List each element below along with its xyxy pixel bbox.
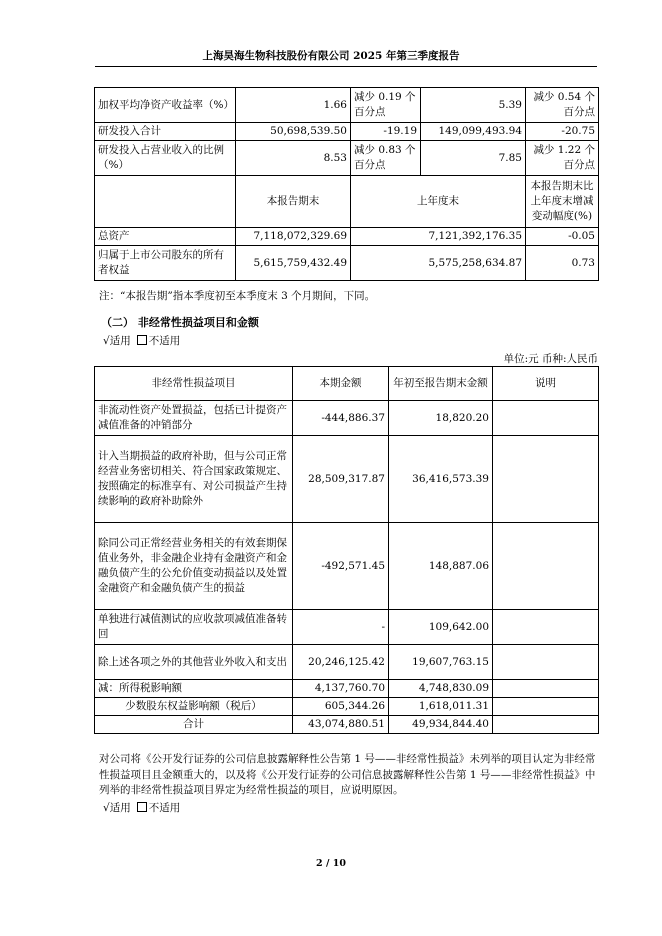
note-value [493, 610, 599, 645]
table-row [95, 246, 599, 281]
current-value: 4,137,760.70 [293, 680, 389, 698]
ytd-value: 109,642.00 [389, 610, 493, 645]
current-value: 20,246,125.42 [293, 645, 389, 680]
current-value: 1.66 [236, 88, 351, 123]
prev-value: 5,575,258,634.87 [351, 246, 526, 281]
page-number: 2 / 10 [316, 858, 346, 869]
note-value [493, 436, 599, 523]
ytd-value: 149,099,493.94 [421, 123, 526, 141]
checkbox-icon [137, 335, 147, 345]
table-row [95, 436, 599, 523]
current-value: -492,571.45 [293, 523, 389, 610]
item-label: 计入当期损益的政府补助，但与公司正常经营业务密切相关、符合国家政策规定、按照确定的标准享有、对公司损益产生持续影响的政府补助除外 [95, 436, 293, 523]
applicable-no: 不适用 [148, 802, 181, 814]
current-value: -444,886.37 [293, 401, 389, 436]
table-row [95, 88, 599, 123]
table-row [95, 141, 599, 176]
table-row [95, 680, 599, 698]
table-row [95, 228, 599, 246]
non-recurring-items-table [94, 366, 599, 734]
column-header: 本期金额 [293, 367, 389, 401]
row-label: 归属于上市公司股东的所有者权益 [95, 246, 236, 281]
current-value: 5,615,759,432.49 [236, 246, 351, 281]
column-header: 说明 [493, 367, 599, 401]
applicable-selector [103, 333, 180, 348]
column-header: 非经常性损益项目 [95, 367, 293, 401]
ytd-value: 18,820.20 [389, 401, 493, 436]
ytd-value: 148,887.06 [389, 523, 493, 610]
ytd-value: 19,607,763.15 [389, 645, 493, 680]
page-header-title: 上海昊海生物科技股份有限公司 2025 年第三季度报告 [202, 50, 460, 62]
note-value [493, 523, 599, 610]
row-label: 研发投入占营业收入的比例（%） [95, 141, 236, 176]
note-value [493, 698, 599, 716]
row-label: 总资产 [95, 228, 236, 246]
table-row [95, 523, 599, 610]
table-header-row [95, 176, 599, 228]
current-value: - [293, 610, 389, 645]
table-row [95, 401, 599, 436]
note-value [493, 680, 599, 698]
ytd-value: 7.85 [421, 141, 526, 176]
row-label: 研发投入合计 [95, 123, 236, 141]
current-value: 43,074,880.51 [293, 716, 389, 734]
change-value: -19.19 [351, 123, 421, 141]
current-value: 7,118,072,329.69 [236, 228, 351, 246]
current-value: 605,344.26 [293, 698, 389, 716]
item-label: 合计 [95, 716, 293, 734]
prev-value: 7,121,392,176.35 [351, 228, 526, 246]
column-header: 上年度末 [351, 176, 526, 228]
item-label: 非流动性资产处置损益，包括已计提资产减值准备的冲销部分 [95, 401, 293, 436]
change-value: -0.05 [526, 228, 599, 246]
change-value: 减少 0.19 个百分点 [351, 88, 421, 123]
table-footnote: 注：“本报告期”指本季度初至本季度末 3 个月期间，下同。 [99, 290, 376, 302]
ytd-change-value: -20.75 [526, 123, 599, 141]
change-value: 减少 0.83 个百分点 [351, 141, 421, 176]
applicable-selector [103, 800, 180, 815]
ytd-change-value: 减少 0.54 个百分点 [526, 88, 599, 123]
table-header-row [95, 367, 599, 401]
item-label: 少数股东权益影响额（税后） [95, 698, 293, 716]
change-value: 0.73 [526, 246, 599, 281]
column-header: 本报告期末比上年度末增减变动幅度(%) [526, 176, 599, 228]
ytd-value: 5.39 [421, 88, 526, 123]
row-label: 加权平均净资产收益率（%） [95, 88, 236, 123]
financial-indicators-table [94, 87, 599, 281]
table-row [95, 698, 599, 716]
note-value [493, 401, 599, 436]
ytd-value: 1,618,011.31 [389, 698, 493, 716]
item-label: 除上述各项之外的其他营业外收入和支出 [95, 645, 293, 680]
column-header: 年初至报告期末金额 [389, 367, 493, 401]
item-label: 减：所得税影响额 [95, 680, 293, 698]
current-value: 50,698,539.50 [236, 123, 351, 141]
ytd-value: 36,416,573.39 [389, 436, 493, 523]
note-value [493, 716, 599, 734]
ytd-change-value: 减少 1.22 个百分点 [526, 141, 599, 176]
current-value: 28,509,317.87 [293, 436, 389, 523]
applicable-no: 不适用 [148, 335, 181, 347]
applicable-yes: √适用 [103, 802, 131, 814]
table-row [95, 123, 599, 141]
ytd-value: 49,934,844.40 [389, 716, 493, 734]
table-row [95, 645, 599, 680]
applicable-yes: √适用 [103, 335, 131, 347]
item-label: 除同公司正常经营业务相关的有效套期保值业务外，非金融企业持有金融资产和金融负债产生的公允价值变动损益以及处置金融资产和金融负债产生的损益 [95, 523, 293, 610]
section-heading: （二） 非经常性损益项目和金额 [101, 316, 259, 329]
item-label: 单独进行减值测试的应收款项减值准备转回 [95, 610, 293, 645]
current-value: 8.53 [236, 141, 351, 176]
header-divider [95, 66, 597, 67]
checkbox-icon [137, 802, 147, 812]
table-row [95, 610, 599, 645]
table-total-row [95, 716, 599, 734]
currency-unit: 单位:元 币种:人民币 [503, 353, 598, 365]
note-value [493, 645, 599, 680]
column-header: 本报告期末 [236, 176, 351, 228]
explanation-paragraph: 对公司将《公开发行证券的公司信息披露解释性公告第 1 号——非经常性损益》未列举的项目认定为非经常性损益项目且金额重大的，以及将《公开发行证券的公司信息披露解释性公告第 1 号——非经常性损益》中列举的非经常性损益项目界定为经常性损益的项目，应说明原因。 [99, 753, 596, 796]
ytd-value: 4,748,830.09 [389, 680, 493, 698]
